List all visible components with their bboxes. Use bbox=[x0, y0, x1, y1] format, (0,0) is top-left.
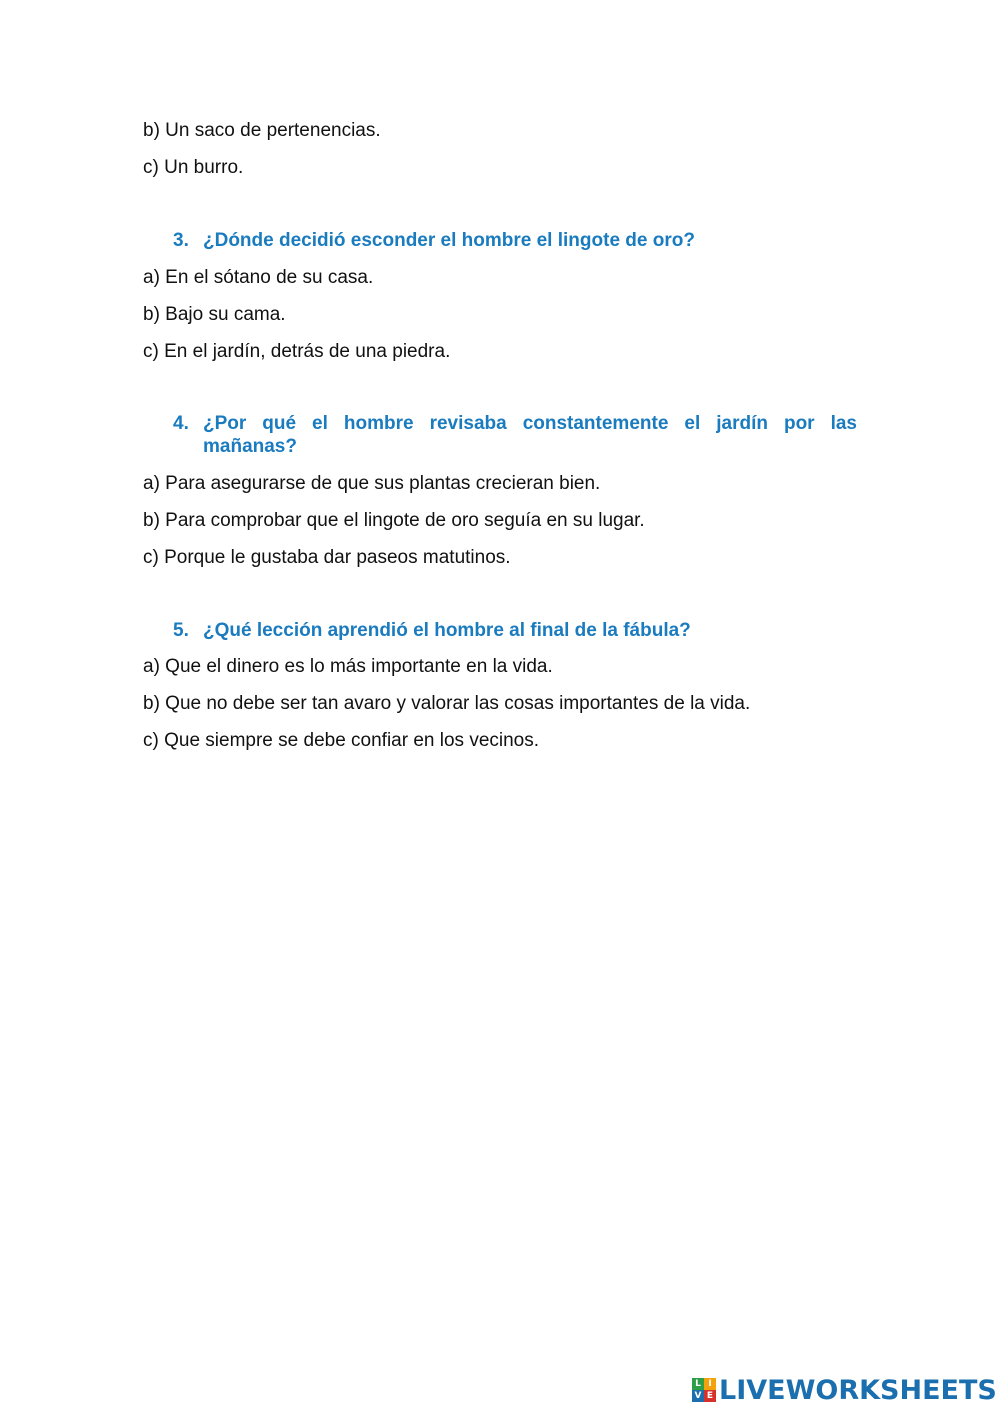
question-number: 5. bbox=[173, 620, 189, 641]
logo-letter: V bbox=[692, 1390, 704, 1402]
option-text: c) Que siempre se debe confiar en los vecinos. bbox=[143, 730, 540, 751]
question-number: 4. bbox=[173, 413, 189, 434]
option-text: a) Que el dinero es lo más importante en la vida. bbox=[143, 656, 553, 677]
option-text: b) Para comprobar que el lingote de oro seguía en su lugar. bbox=[143, 510, 645, 531]
option-text: c) En el jardín, detrás de una piedra. bbox=[143, 341, 451, 362]
option-text: c) Un burro. bbox=[143, 157, 244, 178]
option-text: a) Para asegurarse de que sus plantas crecieran bien. bbox=[143, 473, 601, 494]
question-3 bbox=[173, 229, 857, 252]
logo-text: LIVEWORKSHEETS bbox=[719, 1374, 997, 1406]
logo-mark-icon bbox=[692, 1378, 716, 1402]
option-text: b) Bajo su cama. bbox=[143, 304, 286, 325]
option-text: c) Porque le gustaba dar paseos matutinos. bbox=[143, 547, 511, 568]
question-number: 3. bbox=[173, 230, 189, 251]
option-text: a) En el sótano de su casa. bbox=[143, 267, 374, 288]
option-text: b) Que no debe ser tan avaro y valorar las cosas importantes de la vida. bbox=[143, 693, 751, 714]
logo-letter: I bbox=[704, 1378, 716, 1390]
question-4 bbox=[173, 412, 857, 458]
logo-letter: E bbox=[704, 1390, 716, 1402]
question-text-line1: ¿Por qué el hombre revisaba constantemente el jardín por las bbox=[203, 413, 857, 434]
question-text: ¿Dónde decidió esconder el hombre el lingote de oro? bbox=[203, 230, 695, 251]
option-text: b) Un saco de pertenencias. bbox=[143, 120, 381, 141]
question-text-line2: mañanas? bbox=[203, 436, 297, 457]
question-5 bbox=[173, 619, 857, 642]
question-text: ¿Qué lección aprendió el hombre al final de la fábula? bbox=[203, 620, 691, 641]
logo-letter: L bbox=[692, 1378, 704, 1390]
liveworksheets-logo bbox=[692, 1372, 997, 1408]
